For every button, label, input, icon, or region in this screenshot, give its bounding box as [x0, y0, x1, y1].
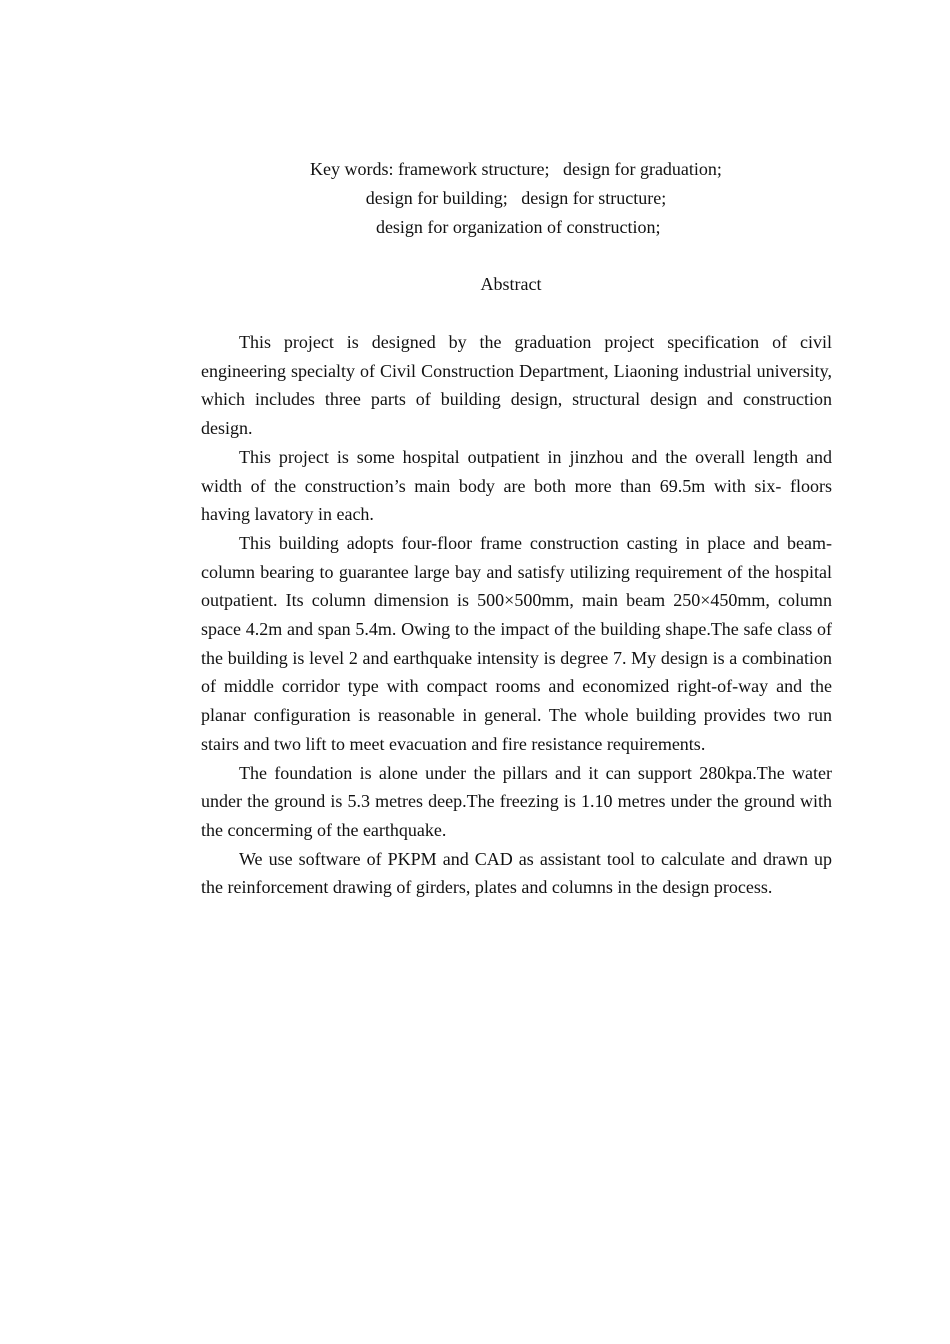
abstract-paragraph-3: This building adopts four-floor frame construction casting in place and beam-column bearing to guarantee large bay and satisfy utilizing requirement of the hospital outpatient. Its column dimension is 500×500mm, main beam 250×450mm, column space 4.2m and span 5.4m. Owing to the impact of the building shape.The safe class of the building is level 2 and earthquake intensity is degree 7. My design is a combination of middle corridor type with compact rooms and economized right-of-way and the planar configuration is reasonable in general. The whole building provides two run stairs and two lift to meet evacuation and fire resistance requirements.: [201, 532, 832, 754]
abstract-paragraph-5: We use software of PKPM and CAD as assistant tool to calculate and drawn up the reinforcement drawing of girders, plates and columns in the design process.: [201, 848, 832, 898]
abstract-paragraph-2: This project is some hospital outpatient in jinzhou and the overall length and width of the construction’s main body are both more than 69.5m with six- floors having lavatory in each.: [201, 446, 832, 525]
abstract-body: [201, 328, 832, 902]
keywords-line-3: design for organization of construction;: [371, 217, 661, 237]
keywords-line-2: design for building; design for structure;: [365, 188, 667, 208]
keywords-block: [200, 155, 832, 242]
abstract-paragraph-4: The foundation is alone under the pillars and it can support 280kpa.The water under the ground is 5.3 metres deep.The freezing is 1.10 metres under the ground with the concerming of the earthquake.: [201, 762, 832, 840]
abstract-heading: Abstract: [480, 274, 542, 294]
abstract-paragraph-1: This project is designed by the graduation project specification of civil engineering specialty of Civil Construction Department, Liaoning industrial university, which includes three parts of building design, structural design and construction design.: [201, 332, 832, 439]
keywords-line-1: Key words: framework structure; design for graduation;: [310, 159, 722, 179]
